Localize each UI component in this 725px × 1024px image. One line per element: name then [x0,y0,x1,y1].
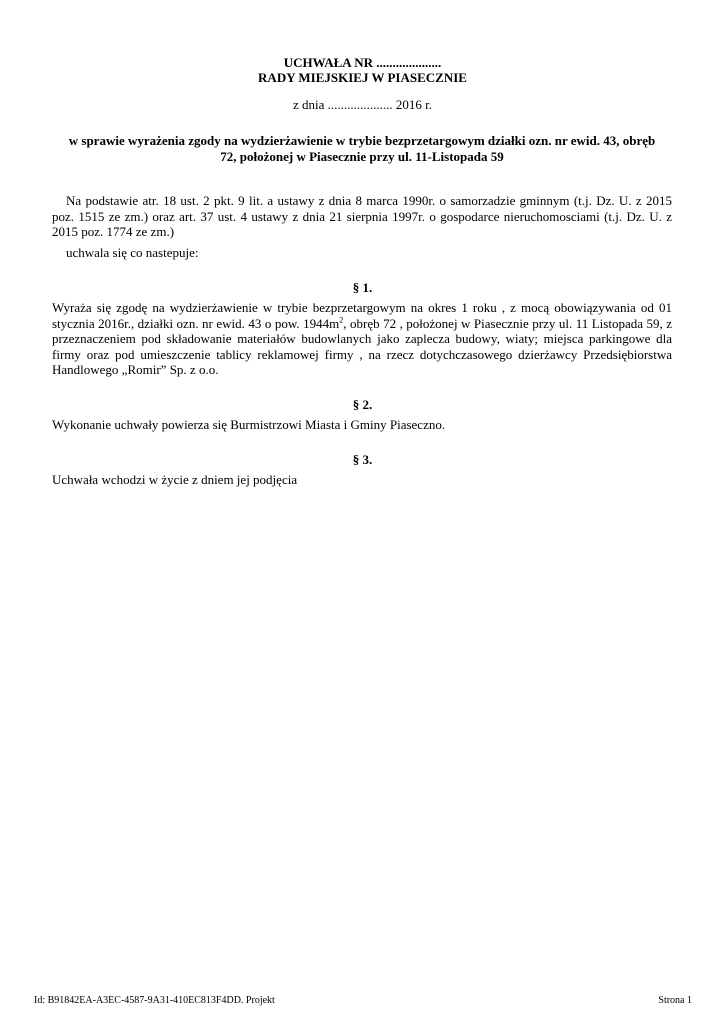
section-3-heading: § 3. [352,452,373,467]
legal-basis: Na podstawie atr. 18 ust. 2 pkt. 9 lit. a ustawy z dnia 8 marca 1990r. o samorzadzie gminnym (t.j. Dz. U. z 2015 poz. 1515 ze zm.) oraz art. 37 ust. 4 ustawy z dnia 21 sierpnia 1997r. o gospodarce nieruchomosciami (t.j. Dz. U. z 2015 poz. 1774 ze zm.) [52,193,672,239]
council-name: RADY MIEJSKIEJ W PIASECZNIE [258,70,467,85]
subject-line-2: 72, położonej w Piasecznie przy ul. 11-Listopada 59 [220,148,504,164]
resolution-number: UCHWAŁA NR .................... [283,55,442,70]
subject-line-1: w sprawie wyrażenia zgody na wydzierżawienie w trybie bezprzetargowym działki ozn. nr ewid. 43, obręb [68,133,656,148]
resolution-intro: uchwala się co nastepuje: [66,245,199,260]
page-number: Strona 1 [658,995,692,1006]
section-1-body [52,300,672,378]
resolution-date: z dnia .................... 2016 r. [292,97,432,112]
section-2-body: Wykonanie uchwały powierza się Burmistrzowi Miasta i Gminy Piaseczno. [52,417,446,432]
section-1-text-part2: , obręb 72 , położonej w Piasecznie przy ul. 11 Listopada 59, z przeznaczeniem pod składowanie materiałów budowlanych jako zaplecza budowy, wiaty; miejsca parkingowe dla firmy oraz pod umieszczenie tablicy reklamowej firmy , na rzecz dotychczasowego dzierżawcy Przedsiębiorstwa Handlowego „Romir” Sp. z o.o. [52,315,672,377]
section-1-text-part1: Wyraża się zgodę na wydzierżawienie w trybie bezprzetargowym na okres 1 roku , z mocą obowiązywania od 01 stycznia 2016r., działki ozn. nr ewid. 43 o pow. 1944m [52,300,672,331]
section-1-heading: § 1. [352,280,373,295]
section-2-heading: § 2. [352,397,373,412]
resolution-subject [52,133,672,164]
area-unit-superscript: 2 [339,315,344,325]
section-3-body: Uchwała wchodzi w życie z dniem jej podjęcia [52,472,298,487]
resolution-title [0,55,725,85]
document-id: Id: B91842EA-A3EC-4587-9A31-410EC813F4DD. Projekt [34,995,275,1006]
